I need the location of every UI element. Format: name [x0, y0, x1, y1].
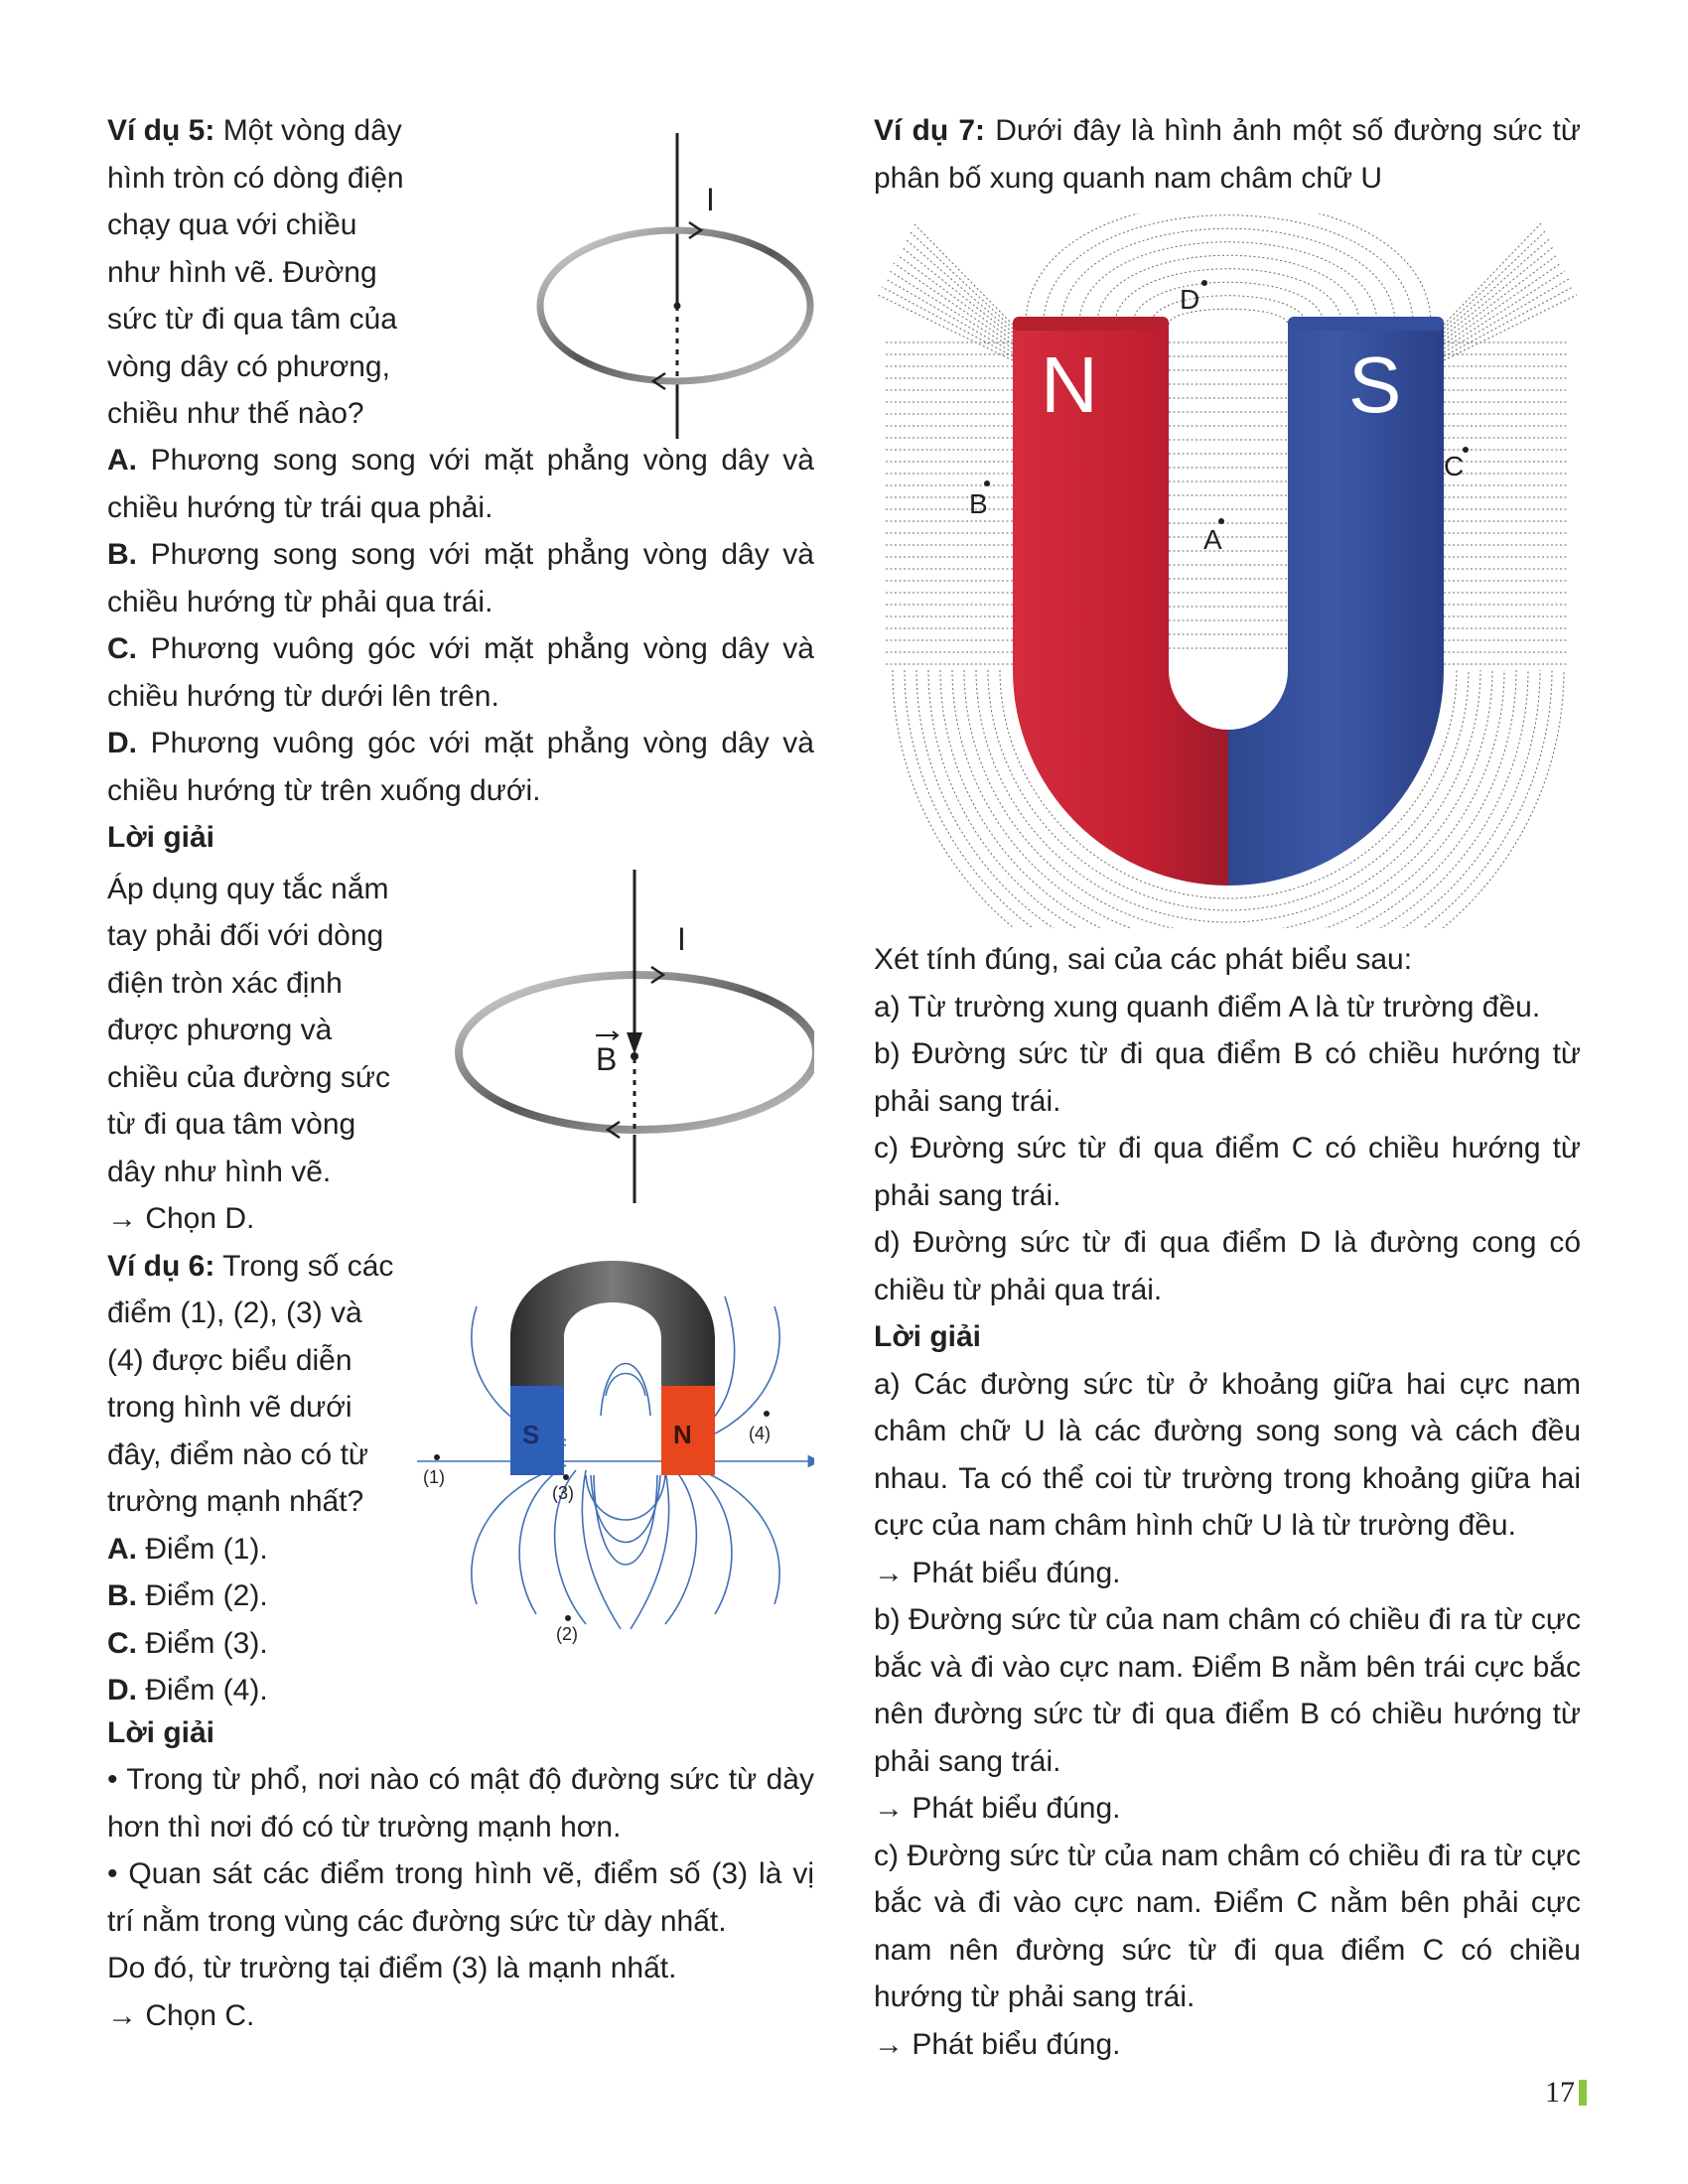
point-4-label: (4) — [749, 1423, 771, 1443]
point-c-label: C — [1444, 451, 1465, 481]
left-column — [107, 107, 814, 2039]
solution-heading: Lời giải — [107, 1715, 215, 1749]
statement-a: a) Từ trường xung quanh điểm A là từ trường đều. — [874, 990, 1541, 1024]
statement-b: b) Đường sức từ đi qua điểm B có chiều hướng từ phải sang trái. — [874, 1037, 1581, 1118]
circular-loop-figure — [437, 123, 814, 451]
example-5 — [107, 107, 814, 437]
solution-heading: Lời giải — [107, 821, 215, 854]
option-d: D. Điểm (4). — [107, 1674, 268, 1706]
example-7-label: Ví dụ 7: — [874, 114, 986, 147]
statement-d: d) Đường sức từ đi qua điểm D là đường cong có chiều từ phải qua trái. — [874, 1226, 1581, 1306]
example-6-solution: Lời giải • Trong từ phổ, nơi nào có mật độ đường sức từ dày hơn thì nơi đó có từ trường mạnh hơn. • Quan sát các điểm trong hình vẽ, điểm số (3) là vị trí nằm trong vùng các đường sức từ dày nhất. Do đó, từ trường tại điểm (3) là mạnh nhất. → Chọn C. — [107, 1709, 814, 2040]
current-label-i: I — [706, 182, 715, 217]
option-c: C. Điểm (3). — [107, 1626, 268, 1660]
option-c: C. Phương vuông góc với mặt phẳng vòng dây và chiều hướng từ dưới lên trên. — [107, 632, 814, 713]
example-7-question: Ví dụ 7: Dưới đây là hình ảnh một số đường sức từ phân bố xung quanh nam châm chữ U — [874, 114, 1581, 195]
point-b-label: B — [969, 488, 988, 519]
example-6-label: Ví dụ 6: — [107, 1249, 215, 1283]
option-d: D. Phương vuông góc với mặt phẳng vòng dây và chiều hướng từ trên xuống dưới. — [107, 727, 814, 807]
option-a: A. Điểm (1). — [107, 1532, 268, 1566]
point-d-label: D — [1180, 284, 1200, 315]
point-a-label: A — [1203, 524, 1222, 555]
example-5-options — [107, 437, 814, 862]
u-magnet-figure — [874, 213, 1581, 928]
example-6: Ví dụ 6: Trong số các điểm (1), (2), (3) và (4) được biểu diễn trong hình vẽ dưới đây, điểm nào có từ trường mạnh nhất? A. Điểm (1). B. Điểm (2). C. Điểm (3). D. Điểm (4). S N (1) (3) (2) (4) — [107, 1243, 814, 1709]
solution-heading: Lời giải — [874, 1320, 982, 1353]
point-1-label: (1) — [423, 1466, 445, 1487]
answer-line: → Chọn D. — [107, 1202, 255, 1235]
option-b: B. Phương song song với mặt phẳng vòng dây và chiều hướng từ phải qua trái. — [107, 538, 814, 618]
example-5-question: Ví dụ 5: Một vòng dây hình tròn có dòng điện chạy qua với chiều như hình vẽ. Đường sức từ đi qua tâm của vòng dây có phương, chiều như thế nào? — [107, 114, 404, 430]
page-accent-bar — [1579, 2080, 1587, 2106]
horseshoe-magnet-figure — [417, 1247, 814, 1664]
example-5-solution: Áp dụng quy tắc nắm tay phải đối với dòng điện tròn xác định được phương và chiều của đường sức từ đi qua tâm vòng dây như hình vẽ. → Chọn D. I B — [107, 866, 814, 1243]
page-number: 17 — [1545, 2076, 1575, 2109]
current-label-i: I — [677, 920, 686, 957]
option-b: B. Điểm (2). — [107, 1579, 268, 1612]
pole-n-label: N — [673, 1419, 692, 1449]
answer-line: → Phát biểu đúng. — [874, 1556, 1121, 1589]
point-2-label: (2) — [556, 1623, 578, 1644]
example-5-label: Ví dụ 5: — [107, 114, 215, 147]
pole-n-label: N — [1041, 341, 1098, 429]
answer-line: → Phát biểu đúng. — [874, 2027, 1121, 2061]
pole-s-label: S — [1348, 341, 1402, 429]
pole-s-label: S — [522, 1419, 540, 1449]
answer-line: → Chọn C. — [107, 1998, 255, 2032]
point-3-label: (3) — [552, 1482, 574, 1503]
loop-field-figure — [417, 866, 814, 1233]
statement-c: c) Đường sức từ đi qua điểm C có chiều hướng từ phải sang trái. — [874, 1132, 1581, 1212]
example-7-statements: Xét tính đúng, sai của các phát biểu sau: a) Từ trường xung quanh điểm A là từ trường đều. b) Đường sức từ đi qua điểm B có chiều hướng từ phải sang trái. c) Đường sức từ đi qua điểm C có chiều hướng từ phải sang trái. d) Đường sức từ đi qua điểm D là đường cong có chiều từ phải qua trái. Lời giải a) Các đường sức từ ở khoảng giữa hai cực nam châm chữ U là các đường song song và cách đều nhau. Ta có thể coi từ trường trong khoảng giữa hai cực của nam châm hình chữ U là từ trường đều. → Phát biểu đúng. b) Đường sức từ của nam châm có chiều đi ra từ cực bắc và đi vào cực nam. Điểm B nằm bên trái cực bắc nên đường sức từ đi qua điểm B có chiều hướng từ phải sang trái. → Phát biểu đúng. c) Đường sức từ của nam châm có chiều đi ra từ cực bắc và đi vào cực nam. Điểm C nằm bên phải cực nam nên đường sức từ đi qua điểm C có chiều hướng từ phải sang trái. → Phát biểu đúng. — [874, 936, 1581, 2068]
field-label-b: B — [596, 1040, 618, 1077]
option-a: A. Phương song song với mặt phẳng vòng dây và chiều hướng từ trái qua phải. — [107, 444, 814, 524]
answer-line: → Phát biểu đúng. — [874, 1792, 1121, 1825]
right-column — [874, 107, 1581, 2068]
